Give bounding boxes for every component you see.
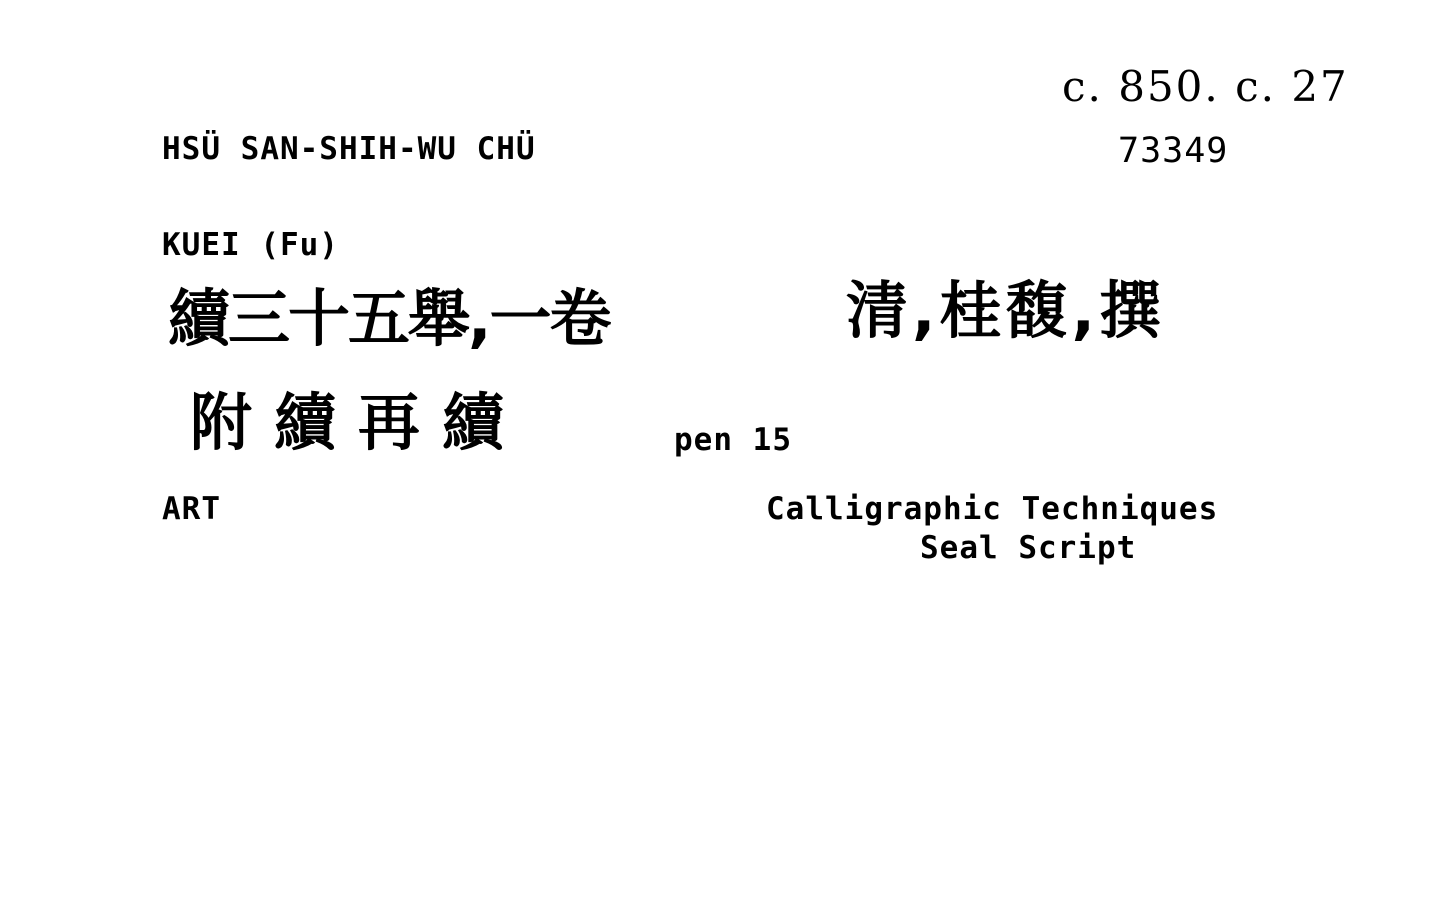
subject-main: ART xyxy=(162,491,221,527)
edition-note: pen 15 xyxy=(674,422,792,458)
author-romanized: KUEI (Fu) xyxy=(162,227,339,263)
subject-detail-2: Seal Script xyxy=(920,530,1137,566)
subject-detail-1: Calligraphic Techniques xyxy=(766,491,1219,527)
author-chinese: 清,桂馥,撰 xyxy=(846,274,1166,347)
title-chinese-line-2: 附續再續 xyxy=(190,386,527,459)
call-number: 73349 xyxy=(1118,131,1229,171)
title-chinese-line-1: 續三十五舉,一卷 xyxy=(168,282,610,355)
title-romanized: HSÜ SAN-SHIH-WU CHÜ xyxy=(162,131,536,167)
handwritten-reference-number: c. 850. c. 27 xyxy=(1062,62,1349,111)
